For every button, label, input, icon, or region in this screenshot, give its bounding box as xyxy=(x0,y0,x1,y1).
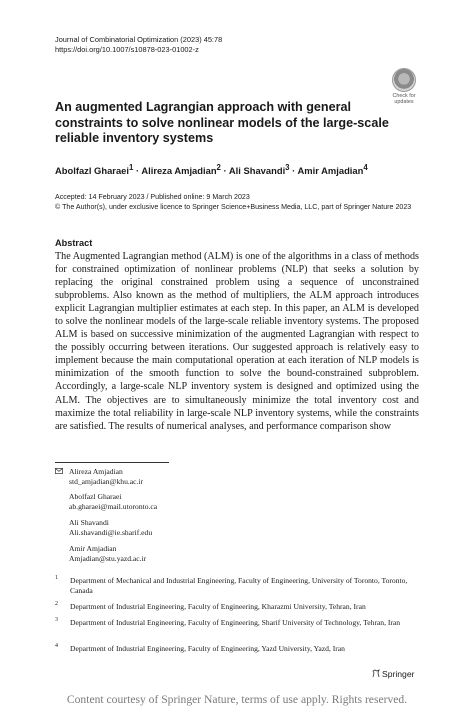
author-affil-marker: 2 xyxy=(216,163,221,172)
author-separator: · xyxy=(292,165,296,177)
journal-header xyxy=(55,35,222,55)
author-affil-marker: 1 xyxy=(128,163,134,172)
author-name[interactable]: Ali Shavandi xyxy=(228,165,286,177)
affiliation-number: 3 xyxy=(55,617,58,623)
abstract-heading: Abstract xyxy=(55,238,93,248)
publication-dates: Accepted: 14 February 2023 / Published online: 9 March 2023 xyxy=(55,193,250,201)
contact-entry xyxy=(69,467,269,487)
affiliation-number: 4 xyxy=(55,643,58,649)
check-for-updates-icon xyxy=(392,68,416,92)
doi-link[interactable]: https://doi.org/10.1007/s10878-023-01002-z xyxy=(55,45,199,54)
badge-line2: updates xyxy=(394,99,414,105)
contact-name: Ali Shavandi xyxy=(69,518,109,527)
courtesy-notice: Content courtesy of Springer Nature, terms of use apply. Rights reserved. xyxy=(66,693,408,706)
contact-email[interactable]: Amjadian@stu.yazd.ac.ir xyxy=(69,554,147,564)
publisher-mark xyxy=(372,669,414,679)
springer-horse-icon xyxy=(372,669,380,678)
author-list xyxy=(55,163,435,176)
check-for-updates-badge[interactable] xyxy=(389,68,419,104)
contact-name: Abolfazl Gharaei xyxy=(69,492,122,501)
article-title: An augmented Lagrangian approach with general constraints to solve nonlinear models of the large-scale reliable inventory systems xyxy=(55,100,389,146)
envelope-icon xyxy=(55,468,63,474)
contact-entry xyxy=(69,492,269,512)
footnote-divider xyxy=(55,462,169,463)
journal-citation: Journal of Combinatorial Optimization (2023) 45:78 xyxy=(55,35,223,44)
contact-email[interactable]: Ali.shavandi@ie.sharif.edu xyxy=(69,528,153,538)
affiliation-text: Department of Industrial Engineering, Faculty of Engineering, Kharazmi University, Tehran, Iran xyxy=(70,602,366,611)
contact-email[interactable]: std_amjadian@khu.ac.ir xyxy=(69,477,144,487)
affiliation-text: Department of Mechanical and Industrial Engineering, Faculty of Engineering, University of Toronto, Toronto, Canada xyxy=(70,576,408,596)
affiliation-number: 1 xyxy=(55,575,58,581)
badge-line1: Check for xyxy=(392,93,416,99)
contact-entry xyxy=(69,544,269,564)
contact-email[interactable]: ab.gharaei@mail.utoronto.ca xyxy=(69,502,158,512)
author-name[interactable]: Amir Amjadian xyxy=(297,165,364,177)
author-name[interactable]: Abolfazl Gharaei xyxy=(55,165,129,177)
author-separator: · xyxy=(223,165,227,177)
abstract-text: The Augmented Lagrangian method (ALM) is one of the algorithms in a class of methods for constrained optimization of nonlinear problems (NLP) that seeks a solution by replacing the original constrained problem using a sequence of unconstrained subproblems. Also known as the method of multipliers, the ALM approach introduces explicit Lagrangian multiplier estimates at each step. In this paper, an ALM is developed to solve the nonlinear models of the large-scale reliable inventory systems. The proposed ALM is based on successive minimization of the augmented Lagrangian with respect to the possibly occurring between iterations. Our suggested approach is relatively easy to implement because the main computational operation at each iteration of NLP models is minimization of the smooth function to solve the bound-constrained subproblem. Accordingly, a large-scale NLP inventory system is designed and optimized using the ALM. The objectives are to simultaneously minimize the total inventory cost and maximize the total reliability in large-scale NLP inventory systems, while the constraints are satisfied. The results of numerical analyses, and performance comparison show xyxy=(55,251,419,432)
affiliation-text: Department of Industrial Engineering, Faculty of Engineering, Sharif University of Technology, Tehran, Iran xyxy=(70,618,401,627)
publication-info xyxy=(55,192,411,212)
contact-entry xyxy=(69,518,269,538)
publisher-name: Springer xyxy=(382,669,415,679)
contact-name: Alireza Amjadian xyxy=(69,467,123,476)
author-affil-marker: 4 xyxy=(363,163,368,172)
author-name[interactable]: Alireza Amjadian xyxy=(141,165,217,177)
contact-name: Amir Amjadian xyxy=(69,544,117,553)
author-affil-marker: 3 xyxy=(285,163,290,172)
affiliation-number: 2 xyxy=(55,601,58,607)
affiliation-text: Department of Industrial Engineering, Faculty of Engineering, Yazd University, Yazd, Iran xyxy=(70,644,345,653)
author-separator: · xyxy=(135,165,140,177)
copyright-notice: © The Author(s), under exclusive licence to Springer Science+Business Media, LLC, part of Springer Nature 2023 xyxy=(55,203,412,211)
